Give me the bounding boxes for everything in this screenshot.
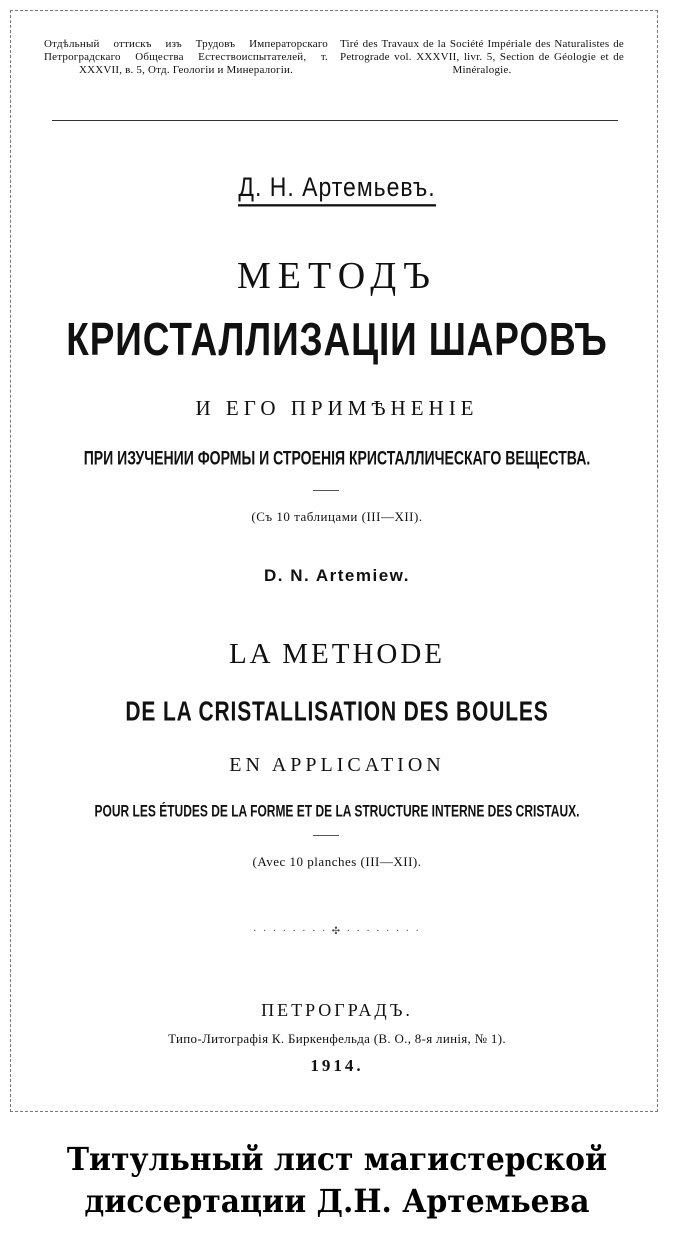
header-divider: [52, 120, 618, 121]
printer-imprint: Типо-Литографія К. Биркенфельда (В. О., 8-я линія, № 1).: [168, 1031, 506, 1046]
subtitle-french-line1: EN APPLICATION: [229, 754, 445, 776]
header-left-russian: Отдѣльный оттискъ изъ Трудовъ Императорскаго Петроградскаго Общества Естествоиспытателей, т. XXXVII, в. 5, Отд. Геологіи и Минералогіи.: [44, 38, 328, 76]
city: ПЕТРОГРАДЪ.: [261, 1000, 413, 1020]
header-right-french: Tiré des Travaux de la Société Impériale des Naturalistes de Petrograde vol. XXXVII, livr. 5, Section de Géologie et de Minéralogie.: [340, 38, 624, 76]
offprint-header: [38, 38, 630, 77]
subtitle-french-line2: POUR LES ÉTUDES DE LA FORME ET DE LA STRUCTURE INTERNE DES CRISTAUX.: [94, 802, 580, 821]
plates-note-russian: (Съ 10 таблицами (III—XII).: [251, 509, 423, 524]
image-caption: [0, 1138, 674, 1222]
author-russian: Д. Н. Артемьевъ.: [0, 172, 674, 203]
caption-line1: Титульный лист магистерской: [66, 1140, 608, 1178]
title-french-line1: LA METHODE: [228, 638, 446, 670]
title-russian-line1: МЕТОДЪ: [236, 255, 437, 297]
short-divider-2: [313, 835, 339, 836]
short-divider-1: [313, 490, 339, 491]
caption-line2: диссертации Д.Н. Артемьева: [84, 1182, 590, 1220]
author-french: D. N. Artemiew.: [264, 566, 410, 585]
publication-year: 1914.: [310, 1056, 364, 1075]
plates-note-french: (Avec 10 planches (III—XII).: [252, 854, 422, 869]
subtitle-russian-line2: ПРИ ИЗУЧЕНИИ ФОРМЫ И СТРОЕНІЯ КРИСТАЛЛИЧЕСКАГО ВЕЩЕСТВА.: [83, 446, 591, 469]
subtitle-russian-line1: И ЕГО ПРИМѢНЕНІЕ: [195, 396, 479, 420]
ornament-divider: · · · · · · · · ✣ · · · · · · · ·: [253, 926, 421, 937]
title-french-line2: DE LA CRISTALLISATION DES BOULES: [125, 696, 549, 728]
title-russian-line2: КРИСТАЛЛИЗАЦІИ ШАРОВЪ: [66, 314, 608, 366]
